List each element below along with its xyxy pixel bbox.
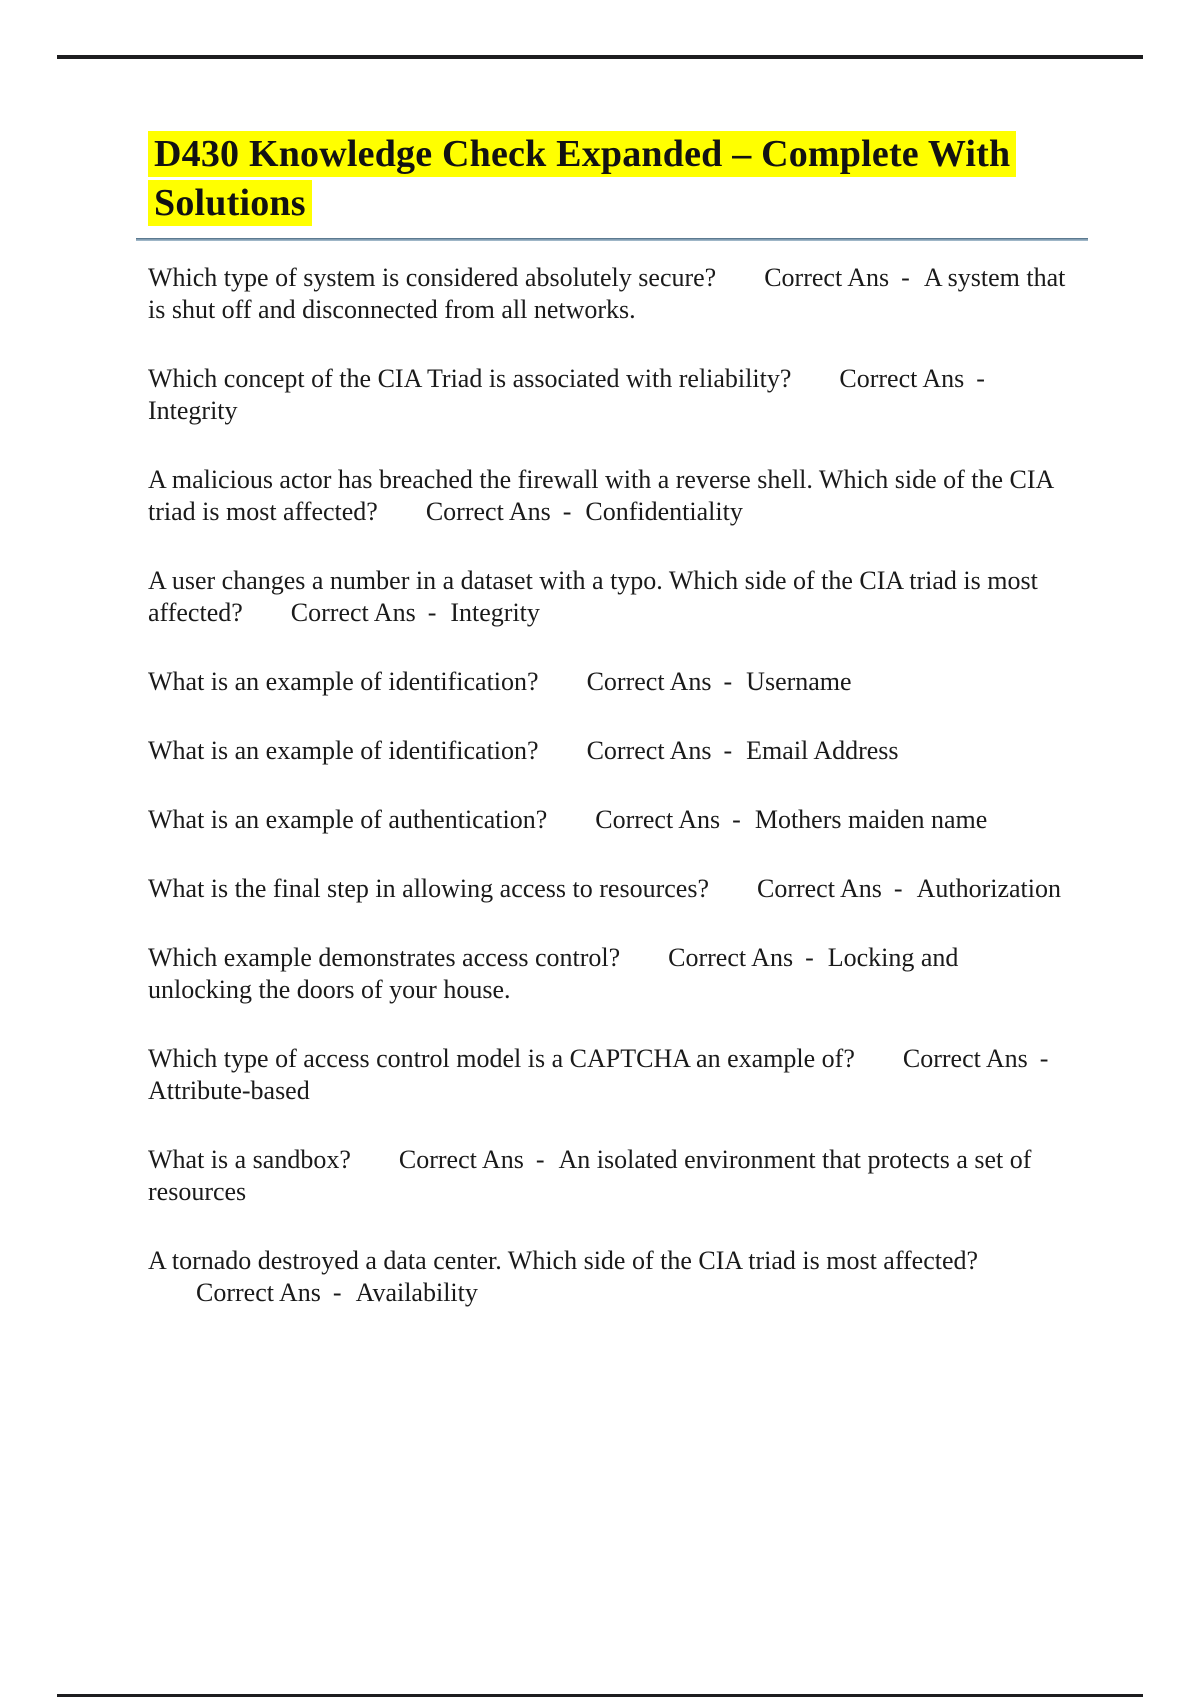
qa-item xyxy=(148,565,1068,629)
question-text: What is a sandbox? xyxy=(148,1145,351,1174)
correct-ans-label: Correct Ans xyxy=(586,736,712,765)
answer-text: Integrity xyxy=(450,598,540,627)
question-text: Which concept of the CIA Triad is associated with reliability? xyxy=(148,364,792,393)
qa-item xyxy=(148,262,1068,326)
correct-ans-label: Correct Ans xyxy=(839,364,965,393)
correct-ans-label: Correct Ans xyxy=(196,1278,321,1307)
top-border-line xyxy=(57,55,1143,59)
answer-dash: - xyxy=(723,667,733,696)
title-highlight: D430 Knowledge Check Expanded – Complete With Solutions xyxy=(148,131,1016,226)
correct-ans-label: Correct Ans xyxy=(764,263,890,292)
qa-item xyxy=(148,666,1068,698)
question-text: What is the final step in allowing access to resources? xyxy=(148,874,709,903)
answer-dash: - xyxy=(332,1278,342,1307)
answer-dash: - xyxy=(805,943,814,972)
qa-item xyxy=(148,942,1068,1006)
qa-item xyxy=(148,804,1068,836)
answer-text: Integrity xyxy=(148,396,238,425)
question-text: Which type of access control model is a CAPTCHA an example of? xyxy=(148,1044,855,1073)
answer-dash: - xyxy=(1039,1044,1049,1073)
question-text: A malicious actor has breached the firewall with a reverse shell. Which side of the CIA triad is most affected? xyxy=(148,465,1053,526)
question-text: A user changes a number in a dataset with a typo. Which side of the CIA triad is most affected? xyxy=(148,566,1038,627)
correct-ans-label: Correct Ans xyxy=(756,874,882,903)
qa-item xyxy=(148,1043,1068,1107)
answer-text: Locking and unlocking the doors of your house. xyxy=(148,943,959,1004)
correct-ans-label: Correct Ans xyxy=(425,497,551,526)
question-text: What is an example of authentication? xyxy=(148,805,548,834)
qa-item xyxy=(148,1245,1068,1309)
title-block xyxy=(148,130,1068,228)
question-text: A tornado destroyed a data center. Which side of the CIA triad is most affected? xyxy=(148,1246,979,1275)
answer-text: Authorization xyxy=(916,874,1061,903)
question-text: Which example demonstrates access control? xyxy=(148,943,621,972)
answer-dash: - xyxy=(427,598,437,627)
correct-ans-label: Correct Ans xyxy=(290,598,416,627)
qa-item xyxy=(148,735,1068,767)
page-title xyxy=(148,130,1068,228)
answer-dash: - xyxy=(976,364,985,393)
answer-text: Mothers maiden name xyxy=(754,805,988,834)
correct-ans-label: Correct Ans xyxy=(586,667,712,696)
answer-text: Availability xyxy=(355,1278,478,1307)
answer-text: A system that is shut off and disconnected from all networks. xyxy=(148,263,1066,324)
qa-list xyxy=(148,262,1068,1346)
question-text: What is an example of identification? xyxy=(148,736,539,765)
title-underline xyxy=(136,238,1088,241)
qa-item xyxy=(148,464,1068,528)
qa-item xyxy=(148,873,1068,905)
answer-text: Email Address xyxy=(746,736,899,765)
question-text: What is an example of identification? xyxy=(148,667,539,696)
qa-item xyxy=(148,363,1068,427)
answer-dash: - xyxy=(562,497,572,526)
correct-ans-label: Correct Ans xyxy=(902,1044,1028,1073)
qa-item xyxy=(148,1144,1068,1208)
answer-dash: - xyxy=(723,736,733,765)
answer-dash: - xyxy=(901,263,910,292)
answer-text: Attribute-based xyxy=(148,1076,310,1105)
correct-ans-label: Correct Ans xyxy=(595,805,721,834)
answer-dash: - xyxy=(535,1145,545,1174)
answer-dash: - xyxy=(732,805,741,834)
question-text: Which type of system is considered absolutely secure? xyxy=(148,263,717,292)
correct-ans-label: Correct Ans xyxy=(668,943,794,972)
answer-text: Confidentiality xyxy=(585,497,743,526)
correct-ans-label: Correct Ans xyxy=(398,1145,524,1174)
answer-dash: - xyxy=(893,874,903,903)
answer-text: An isolated environment that protects a set of resources xyxy=(148,1145,1032,1206)
bottom-border-line xyxy=(57,1694,1143,1697)
answer-text: Username xyxy=(746,667,852,696)
